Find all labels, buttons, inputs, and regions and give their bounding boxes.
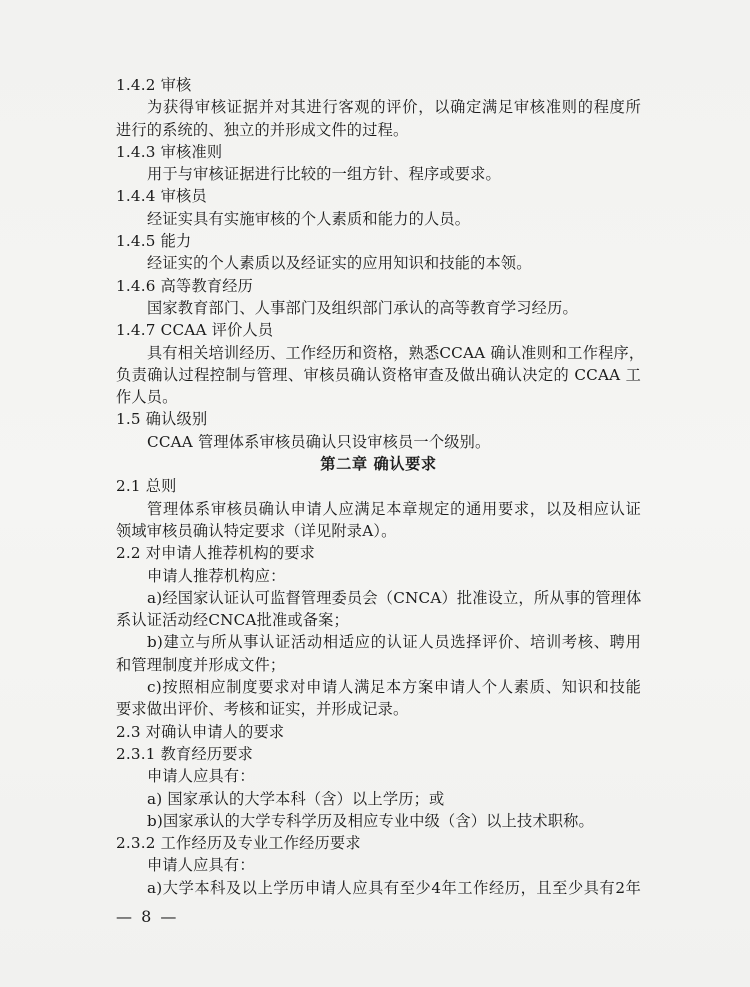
text-line: 1.4.3 审核准则 bbox=[116, 142, 223, 161]
text-line: 1.5 确认级别 bbox=[116, 410, 208, 429]
text-line: 负责确认过程控制与管理、审核员确认资格审查及做出确认决定的 CCAA 工 bbox=[116, 365, 641, 384]
text-line: 1.4.7 CCAA 评价人员 bbox=[116, 321, 274, 340]
text-line: 申请人推荐机构应： bbox=[147, 566, 286, 585]
document-body bbox=[116, 74, 645, 899]
text-line: c)按照相应制度要求对申请人满足本方案申请人个人素质、知识和技能 bbox=[147, 678, 641, 697]
text-line: a)大学本科及以上学历申请人应具有至少4年工作经历，且至少具有2年 bbox=[147, 878, 641, 897]
text-line: 1.4.2 审核 bbox=[116, 76, 192, 94]
text-line: b)建立与所从事认证活动相适应的认证人员选择评价、培训考核、聘用 bbox=[147, 633, 641, 652]
text-line: 要求做出评价、考核和证实，并形成记录。 bbox=[116, 700, 409, 719]
text-line: 进行的系统的、独立的并形成文件的过程。 bbox=[116, 120, 409, 139]
text-line: 2.3.2 工作经历及专业工作经历要求 bbox=[116, 834, 361, 853]
text-line: CCAA 管理体系审核员确认只设审核员一个级别。 bbox=[147, 432, 491, 451]
text-line: 系认证活动经CNCA批准或备案； bbox=[116, 611, 349, 630]
text-line: 申请人应具有： bbox=[147, 856, 255, 875]
text-line: 2.1 总则 bbox=[116, 477, 177, 496]
text-line: 为获得审核证据并对其进行客观的评价，以确定满足审核准则的程度所 bbox=[147, 98, 641, 117]
page-number: — 8 — bbox=[116, 907, 179, 926]
chapter-heading: 第二章 确认要求 bbox=[320, 455, 437, 474]
text-line: 领域审核员确认特定要求（详见附录A）。 bbox=[116, 521, 397, 540]
text-line: 2.3 对确认申请人的要求 bbox=[116, 722, 285, 741]
text-line: 经证实具有实施审核的个人素质和能力的人员。 bbox=[147, 209, 471, 228]
text-line: 和管理制度并形成文件； bbox=[116, 655, 286, 674]
text-line: 作人员。 bbox=[116, 388, 178, 407]
text-line: 具有相关培训经历、工作经历和资格，熟悉CCAA 确认准则和工作程序， bbox=[147, 343, 645, 362]
text-line: 2.2 对申请人推荐机构的要求 bbox=[116, 544, 316, 563]
text-line: a) 国家承认的大学本科（含）以上学历；或 bbox=[147, 789, 445, 808]
text-line: 国家教育部门、人事部门及组织部门承认的高等教育学习经历。 bbox=[147, 298, 578, 317]
text-line: 1.4.5 能力 bbox=[116, 232, 192, 251]
text-line: b)国家承认的大学专科学历及相应专业中级（含）以上技术职称。 bbox=[147, 811, 594, 830]
text-line: a)经国家认证认可监督管理委员会（CNCA）批准设立，所从事的管理体 bbox=[147, 588, 642, 607]
text-line: 2.3.1 教育经历要求 bbox=[116, 744, 253, 763]
text-line: 1.4.6 高等教育经历 bbox=[116, 276, 253, 295]
text-line: 1.4.4 审核员 bbox=[116, 187, 207, 206]
text-line: 申请人应具有： bbox=[147, 767, 255, 786]
text-line: 用于与审核证据进行比较的一组方针、程序或要求。 bbox=[147, 165, 501, 184]
text-line: 经证实的个人素质以及经证实的应用知识和技能的本领。 bbox=[147, 254, 532, 273]
text-line: 管理体系审核员确认申请人应满足本章规定的通用要求，以及相应认证 bbox=[147, 499, 641, 518]
